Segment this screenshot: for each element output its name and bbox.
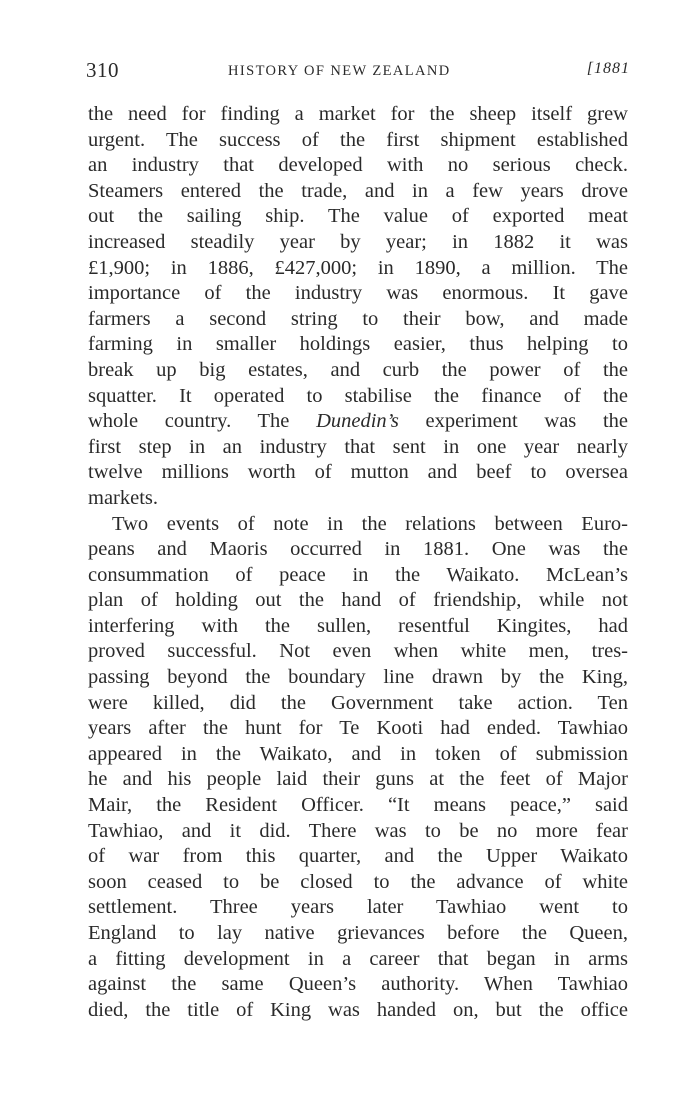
text-line: plan of holding out the hand of friendship, while not xyxy=(88,589,628,612)
text-line: an industry that developed with no serious check. xyxy=(88,154,628,177)
text-line: the need for finding a market for the sheep itself grew xyxy=(88,103,628,125)
text-line: £1,900; in 1886, £427,000; in 1890, a million. The xyxy=(88,256,628,279)
text-line: settlement. Three years later Tawhiao went to xyxy=(88,896,628,919)
text-line: farmers a second string to their bow, and made xyxy=(88,307,628,330)
text-line: interfering with the sullen, resentful Kingites, had xyxy=(88,614,628,637)
text-line: he and his people laid their guns at the feet of Major xyxy=(88,768,628,791)
text-line: out the sailing ship. The value of exported meat xyxy=(88,205,628,228)
text-segment: whole country. The xyxy=(88,410,317,433)
page-number: 310 xyxy=(86,58,119,82)
text-line: against the same Queen’s authority. When Tawhiao xyxy=(88,973,628,996)
running-head xyxy=(86,58,630,84)
text-line: Tawhiao, and it did. There was to be no more fear xyxy=(88,819,628,842)
text-line: squatter. It operated to stabilise the finance of the xyxy=(88,384,628,407)
text-line: urgent. The success of the first shipment established xyxy=(88,128,628,151)
text-line: farming in smaller holdings easier, thus helping to xyxy=(88,333,628,356)
text-line: twelve millions worth of mutton and beef to oversea xyxy=(88,461,628,484)
text-line: died, the title of King was handed on, but the office xyxy=(88,998,628,1021)
text-line: passing beyond the boundary line drawn by the King, xyxy=(88,666,628,689)
text-line: peans and Maoris occurred in 1881. One was the xyxy=(88,538,628,561)
text-line: importance of the industry was enormous. It gave xyxy=(88,282,628,305)
italic-ship-name: Dunedin’s xyxy=(316,410,399,433)
text-segment: experiment was the xyxy=(398,410,629,433)
paragraph-start-line: Two events of note in the relations between Euro- xyxy=(112,512,628,535)
year-marker: [1881 xyxy=(586,60,630,77)
text-line: increased steadily year by year; in 1882 it was xyxy=(88,230,628,253)
paragraph-end-line: markets. xyxy=(88,486,159,509)
text-line: were killed, did the Government take action. Ten xyxy=(88,691,628,714)
text-line: Mair, the Resident Officer. “It means peace,” said xyxy=(88,794,628,817)
text-line: first step in an industry that sent in one year nearly xyxy=(88,435,628,458)
body-text xyxy=(88,102,628,1023)
text-line: of war from this quarter, and the Upper Waikato xyxy=(88,845,628,868)
text-line: soon ceased to be closed to the advance of white xyxy=(88,870,628,893)
text-line: appeared in the Waikato, and in token of submission xyxy=(88,742,628,765)
text-line: proved successful. Not even when white men, tres- xyxy=(88,640,628,663)
text-line xyxy=(88,409,628,435)
text-line: England to lay native grievances before the Queen, xyxy=(88,922,628,944)
text-line: consummation of peace in the Waikato. McLean’s xyxy=(88,563,628,586)
text-line: years after the hunt for Te Kooti had ended. Tawhiao xyxy=(88,717,628,740)
book-title: HISTORY OF NEW ZEALAND xyxy=(228,63,451,79)
text-line: Steamers entered the trade, and in a few years drove xyxy=(88,179,628,202)
text-line: a fitting development in a career that began in arms xyxy=(88,947,628,970)
text-line: break up big estates, and curb the power of the xyxy=(88,358,628,381)
